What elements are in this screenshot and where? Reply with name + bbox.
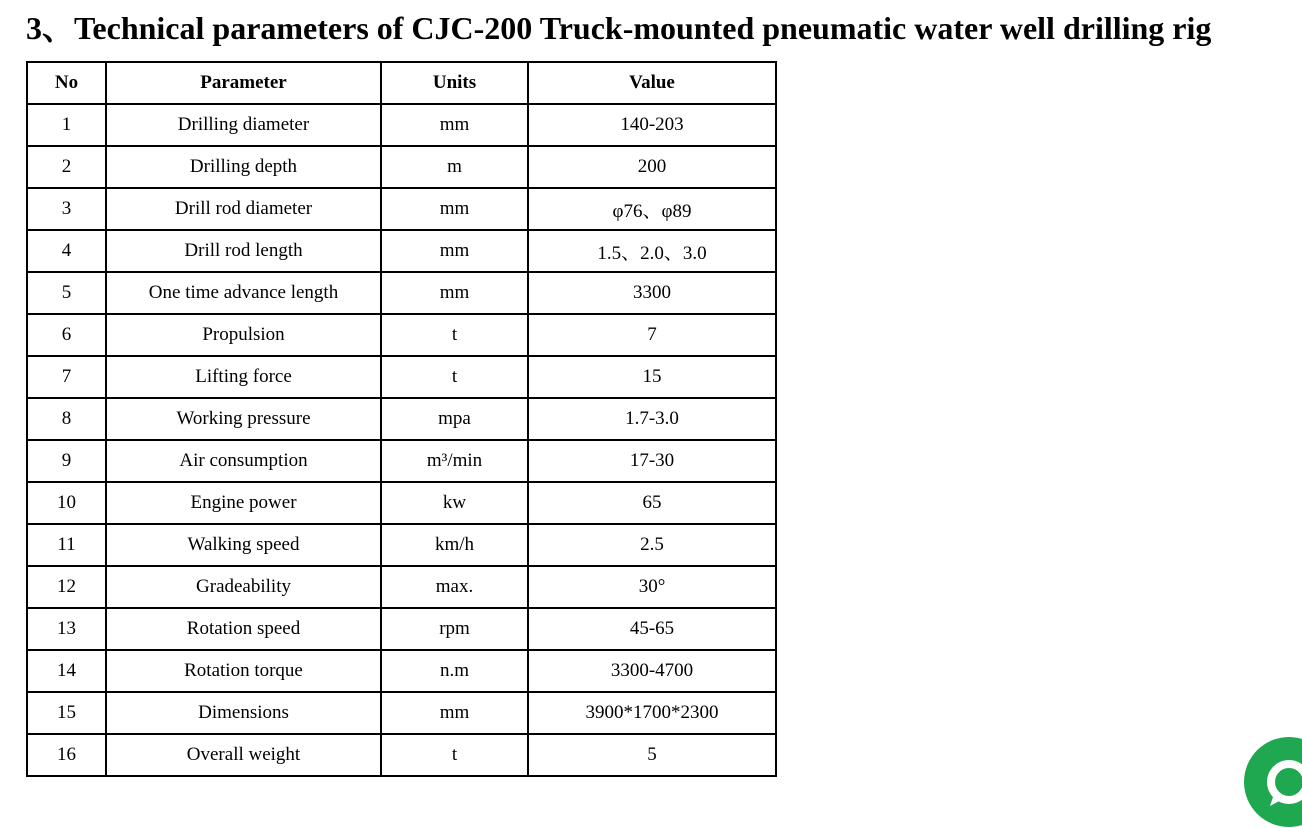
table-row xyxy=(27,356,776,398)
cell-value: 3300 xyxy=(528,272,776,314)
cell-units: m³/min xyxy=(381,440,528,482)
cell-value: φ76、φ89 xyxy=(528,188,776,230)
cell-units: n.m xyxy=(381,650,528,692)
cell-parameter: Drilling diameter xyxy=(106,104,381,146)
cell-parameter: Working pressure xyxy=(106,398,381,440)
cell-value: 2.5 xyxy=(528,524,776,566)
cell-units: t xyxy=(381,356,528,398)
cell-parameter: Gradeability xyxy=(106,566,381,608)
table-row xyxy=(27,692,776,734)
cell-no: 8 xyxy=(27,398,106,440)
cell-no: 11 xyxy=(27,524,106,566)
table-row xyxy=(27,314,776,356)
cell-value: 1.7-3.0 xyxy=(528,398,776,440)
header-units: Units xyxy=(381,62,528,104)
cell-no: 6 xyxy=(27,314,106,356)
cell-value: 7 xyxy=(528,314,776,356)
cell-parameter: Rotation torque xyxy=(106,650,381,692)
cell-parameter: Rotation speed xyxy=(106,608,381,650)
page-title: 3、Technical parameters of CJC-200 Truck-mounted pneumatic water well drilling rig xyxy=(26,10,1212,46)
cell-parameter: Drill rod length xyxy=(106,230,381,272)
cell-value: 30° xyxy=(528,566,776,608)
table-row xyxy=(27,524,776,566)
cell-value: 45-65 xyxy=(528,608,776,650)
cell-no: 9 xyxy=(27,440,106,482)
cell-no: 16 xyxy=(27,734,106,776)
cell-value: 3900*1700*2300 xyxy=(528,692,776,734)
table-row xyxy=(27,272,776,314)
table-row xyxy=(27,608,776,650)
cell-no: 1 xyxy=(27,104,106,146)
cell-units: km/h xyxy=(381,524,528,566)
cell-value: 5 xyxy=(528,734,776,776)
cell-parameter: Engine power xyxy=(106,482,381,524)
cell-value: 140-203 xyxy=(528,104,776,146)
cell-units: mpa xyxy=(381,398,528,440)
cell-no: 7 xyxy=(27,356,106,398)
cell-no: 2 xyxy=(27,146,106,188)
table-body xyxy=(27,104,776,776)
cell-no: 12 xyxy=(27,566,106,608)
header-no: No xyxy=(27,62,106,104)
table-row xyxy=(27,440,776,482)
cell-value: 17-30 xyxy=(528,440,776,482)
cell-units: mm xyxy=(381,272,528,314)
cell-parameter: One time advance length xyxy=(106,272,381,314)
cell-no: 10 xyxy=(27,482,106,524)
cell-value: 1.5、2.0、3.0 xyxy=(528,230,776,272)
cell-units: rpm xyxy=(381,608,528,650)
chat-button[interactable] xyxy=(1244,737,1302,827)
cell-units: mm xyxy=(381,692,528,734)
cell-no: 4 xyxy=(27,230,106,272)
cell-units: m xyxy=(381,146,528,188)
table-row xyxy=(27,104,776,146)
cell-no: 3 xyxy=(27,188,106,230)
cell-no: 14 xyxy=(27,650,106,692)
cell-units: t xyxy=(381,734,528,776)
header-parameter: Parameter xyxy=(106,62,381,104)
cell-parameter: Drill rod diameter xyxy=(106,188,381,230)
table-row xyxy=(27,398,776,440)
chat-bubble-icon xyxy=(1261,754,1302,810)
table-row xyxy=(27,650,776,692)
cell-units: t xyxy=(381,314,528,356)
table-row xyxy=(27,566,776,608)
table-row xyxy=(27,188,776,230)
cell-parameter: Walking speed xyxy=(106,524,381,566)
table-row xyxy=(27,482,776,524)
cell-no: 15 xyxy=(27,692,106,734)
cell-parameter: Dimensions xyxy=(106,692,381,734)
header-value: Value xyxy=(528,62,776,104)
table-row xyxy=(27,146,776,188)
cell-parameter: Drilling depth xyxy=(106,146,381,188)
cell-parameter: Lifting force xyxy=(106,356,381,398)
table-row xyxy=(27,734,776,776)
cell-parameter: Air consumption xyxy=(106,440,381,482)
cell-units: mm xyxy=(381,188,528,230)
cell-no: 5 xyxy=(27,272,106,314)
table-row xyxy=(27,230,776,272)
cell-value: 15 xyxy=(528,356,776,398)
cell-parameter: Propulsion xyxy=(106,314,381,356)
cell-units: mm xyxy=(381,104,528,146)
cell-units: kw xyxy=(381,482,528,524)
cell-parameter: Overall weight xyxy=(106,734,381,776)
cell-units: mm xyxy=(381,230,528,272)
cell-value: 200 xyxy=(528,146,776,188)
parameters-table xyxy=(26,61,777,777)
table-header-row xyxy=(27,62,776,104)
cell-value: 65 xyxy=(528,482,776,524)
cell-units: max. xyxy=(381,566,528,608)
cell-value: 3300-4700 xyxy=(528,650,776,692)
cell-no: 13 xyxy=(27,608,106,650)
